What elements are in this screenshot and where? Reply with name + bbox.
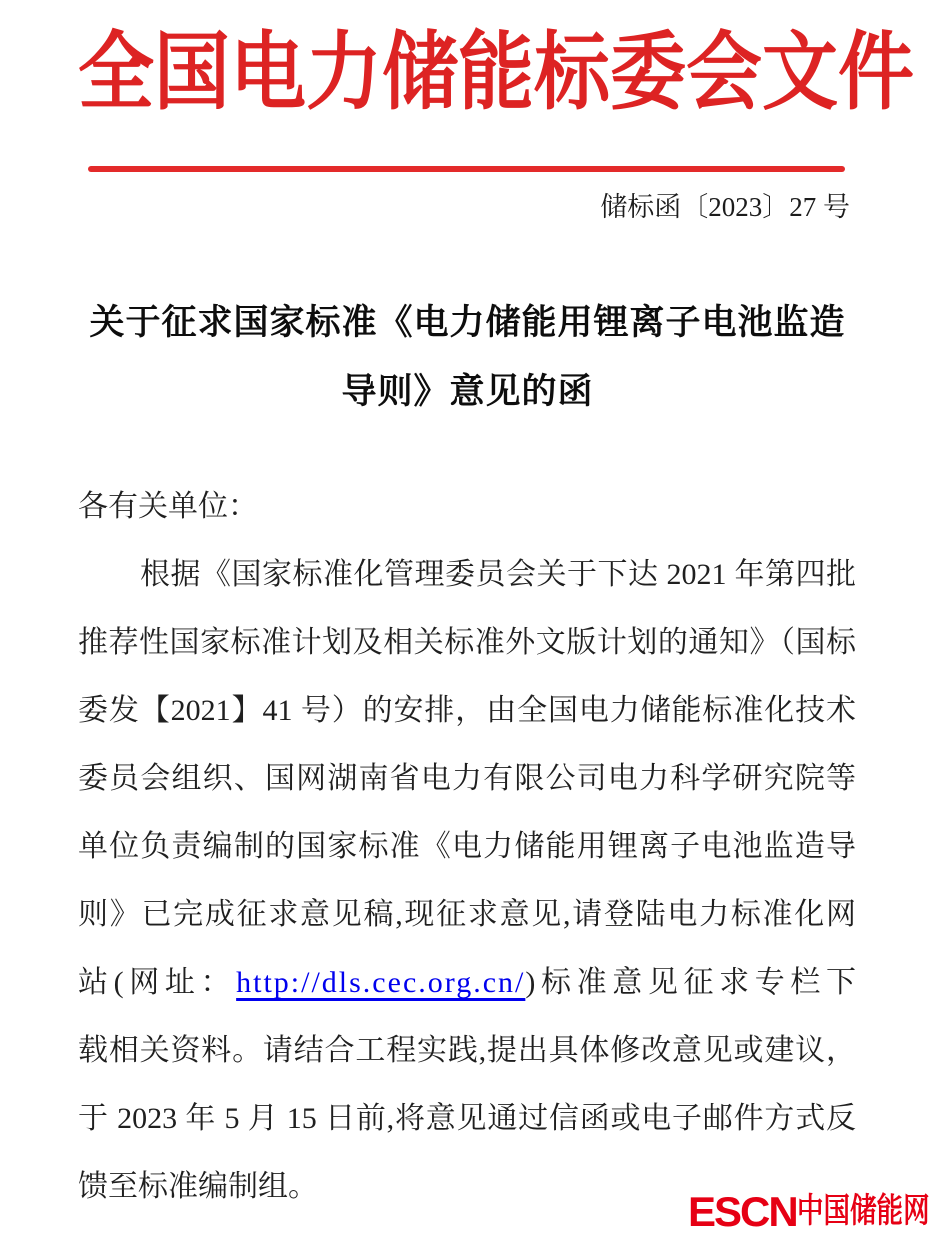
body-line: 推荐性国家标准计划及相关标准外文版计划的通知》（国标 [78,626,856,659]
document-reference-number: 储标函〔2023〕27 号 [600,192,850,222]
body-line: 委员会组织、国网湖南省电力有限公司电力科学研究院等 [78,762,856,795]
link-line-suffix: )标准意见征求专栏下 [525,966,856,999]
body-line: 于 2023 年 5 月 15 日前,将意见通过信函或电子邮件方式反 [78,1102,856,1135]
salutation: 各有关单位： [78,490,258,523]
body-line-with-link [78,949,856,1017]
red-divider-rule [88,166,845,172]
document-title-line-1: 关于征求国家标准《电力储能用锂离子电池监造 [89,303,846,342]
body-last-line: 馈至标准编制组。 [78,1170,318,1203]
escn-logo-cjk: 中国储能网 [796,1193,930,1230]
body-line: 载相关资料。请结合工程实践,提出具体修改意见或建议， [78,1034,856,1067]
letterhead-title: 全国电力储能标委会文件 [78,26,914,121]
body-line: 委发【2021】41 号）的安排，由全国电力储能标准化技术 [78,694,856,727]
standards-website-link[interactable]: http://dls.cec.org.cn/ [236,966,526,999]
escn-watermark-logo [688,1188,935,1235]
body-line: 根据《国家标准化管理委员会关于下达 2021 年第四批 [140,558,856,591]
body-line: 则》已完成征求意见稿,现征求意见,请登陆电力标准化网 [78,898,856,931]
link-line-prefix: 站(网址： [78,966,237,999]
document-body [78,473,856,1221]
body-line: 单位负责编制的国家标准《电力储能用锂离子电池监造导 [78,830,856,863]
document-title [0,288,935,426]
document-title-line-2: 导则》意见的函 [341,372,594,411]
escn-logo-latin: ESCN [688,1188,797,1235]
